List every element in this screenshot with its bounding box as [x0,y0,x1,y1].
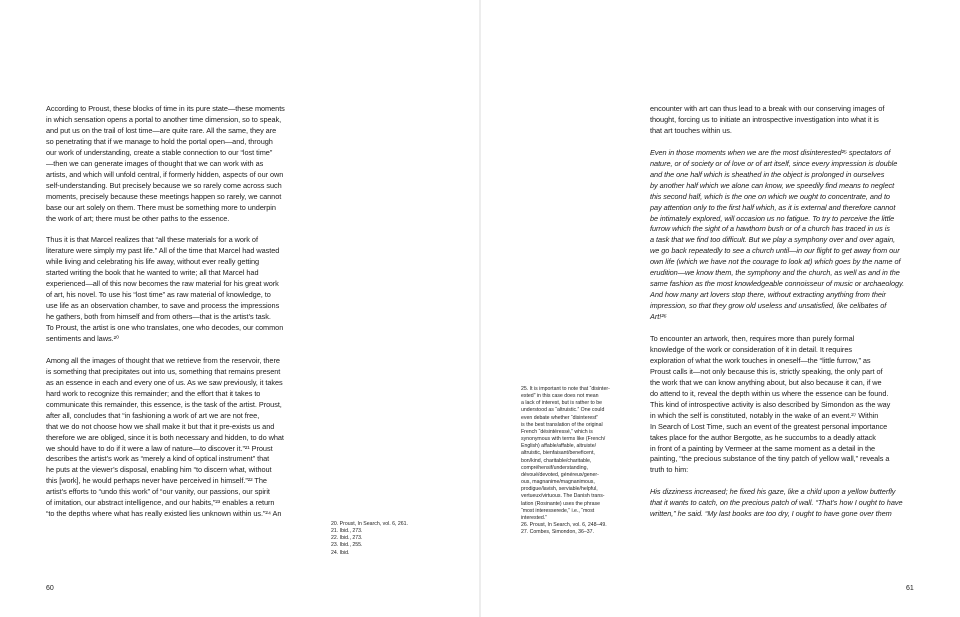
left-page-body [46,104,346,520]
footnote: 20. Proust, In Search, vol. 6, 261. [331,521,408,527]
right-page-body [650,104,950,520]
paragraph: Thus it is that Marcel realizes that “all these materials for a work of literature were simply my past life.” All of the time that Marcel had wasted while living and celebrating his life away, without ever really getting started writing the book that he wanted to write; all that Marcel had experienced—all of this now becomes the raw material for his great work of art, his novel. To use his “lost time” as raw material of knowledge, to use life as an observation chamber, to save and process the impressions he gathers, both from himself and from others—that is the artist’s task. To Proust, the artist is one who translates, one who decodes, our common sentiments and laws.²⁰ [46,235,284,343]
paragraph: encounter with art can thus lead to a break with our conserving images of thought, forcing us to initiate an introspective investigation into what it is that art touches within us. [650,104,885,135]
footnote: 24. Ibid. [331,549,350,556]
paragraph: Among all the images of thought that we retrieve from the reservoir, there is something that precipitates out into us, something that remains present as an essence in each and every one of us. As we saw previously, it takes hard work to recognize this remainder; and the effort that it takes to communicate this remainder, this essence, is the task of the artist. Proust, after all, concludes that “in fashioning a work of art we are not free, that we do not choose how we shall make it but that it pre-exists us and therefore we are obliged, since it is both necessary and hidden, to do what we should have to do if it were a law of nature—to discover it.”²¹ Proust describes the artist’s work as “merely a kind of optical instrument” that he puts at the viewer’s disposal, enabling him “to discern what, without this [work], he would perhaps never have perceived in himself.”²² The artist’s efforts to “undo this work” of “our vanity, our passions, our spirit of imitation, our abstract intelligence, and our habits,”²³ enables a return “to the depths where what has really existed lies unknown within us.”²⁴ An [46,355,284,519]
footnote: 23. Ibid., 255. [331,542,363,549]
footnote: 21. Ibid., 273. [331,528,363,535]
left-footnotes [331,521,408,557]
paragraph: According to Proust, these blocks of time in its pure state—these moments in which sensation opens a portal to another time dimension, so to speak, and put us on the trail of lost time—are quite rare. All the same, they are so penetrating that if we manage to hold the portal open—and, through our work of understanding, create a stable connection to our “lost time” —then we can generate images of thought that we can work with as artists, and which will unfold central, if formerly hidden, aspects of our own self-understanding. But precisely because we so rarely come across such moments, precisely because these meetings happen so rarely, we cannot base our art solely on them. There must be something more to underpin the work of art; there must be other paths to the essence. [46,104,285,223]
book-gutter [479,0,481,617]
right-footnotes: 25. It is important to note that “disinter- ested” in this case does not mean a lack of interest, but is rather to be understood as “altruistic.” One could even debate whether “disinterest” is the best translation of the original French “désintéressé,” which is synonymous with terms like (French/ English) affable/affable, altruiste/ altruistic, bienfaisant/beneficent, bon/kind, charitable/charitable, compréhensif/understanding, dévoué/devoted, généreux/gener- ous, magnanime/magnanimous, prodigue/lavish, serviable/helpful, vertueux/virtuous. The Danish trans- lation (Rosinante) uses the phrase “most interesserede,” i.e., “most interested.” 26. Proust, In Search, vol. 6, 248–49. 27. Combes, Simondon, 36–37. [521,386,610,536]
block-quote: Even in those moments when we are the most disinterested²⁵ spectators of nature, or of society or of love or of art itself, since every impression is double and the one half which is sheathed in the object is prolonged in ourselves by another half which we alone can know, we speedily find means to neglect this second half, which is the one on which we ought to concentrate, and to pay attention only to the first half which, as it is external and therefore cannot be intimately explored, will occasion us no fatigue. To try to perceive the little furrow which the sight of a hawthorn bush or of a church has traced in us is a task that we find too difficult. But we play a symphony over and over again, we go back repeatedly to see a church until—in our flight to get away from our own life (which we have not the courage to look at) which goes by the name of erudition—we know them, the symphony and the church, as well as and in the same fashion as the most knowledgeable connoisseur of music or archaeology. And how many art lovers stop there, without extracting anything from their impression, so that they grow old useless and unsatisfied, like celibates of Art!²⁶ [650,147,905,322]
block-quote: His dizziness increased; he fixed his gaze, like a child upon a yellow butterfly that it wants to catch, on the precious patch of wall. “That’s how I ought to have written,” he said. “My last books are too dry, I ought to have gone over them [650,487,903,519]
page-number-left: 60 [46,585,54,592]
footnote: 22. Ibid., 273. [331,535,363,542]
page-number-right: 61 [906,585,914,592]
paragraph: To encounter an artwork, then, requires more than purely formal knowledge of the work or consideration of it in detail. It requires exploration of what the work touches in oneself—the “little furrow,” as Proust calls it—not only because this is, strictly speaking, the only part of the work that we can know anything about, but also because it can, if we do attend to it, reveal the depth within us where the essence can be found. This kind of introspective activity is also described by Simondon as the way in which the self is constituted, notably in the wake of an event.²⁷ Within In Search of Lost Time, such an event of the greatest personal importance takes place for the author Bergotte, as he succumbs to a deadly attack in front of a painting by Vermeer at the same moment as a detail in the painting, “the precious substance of the tiny patch of yellow wall,” reveals a truth to him: [650,333,891,475]
